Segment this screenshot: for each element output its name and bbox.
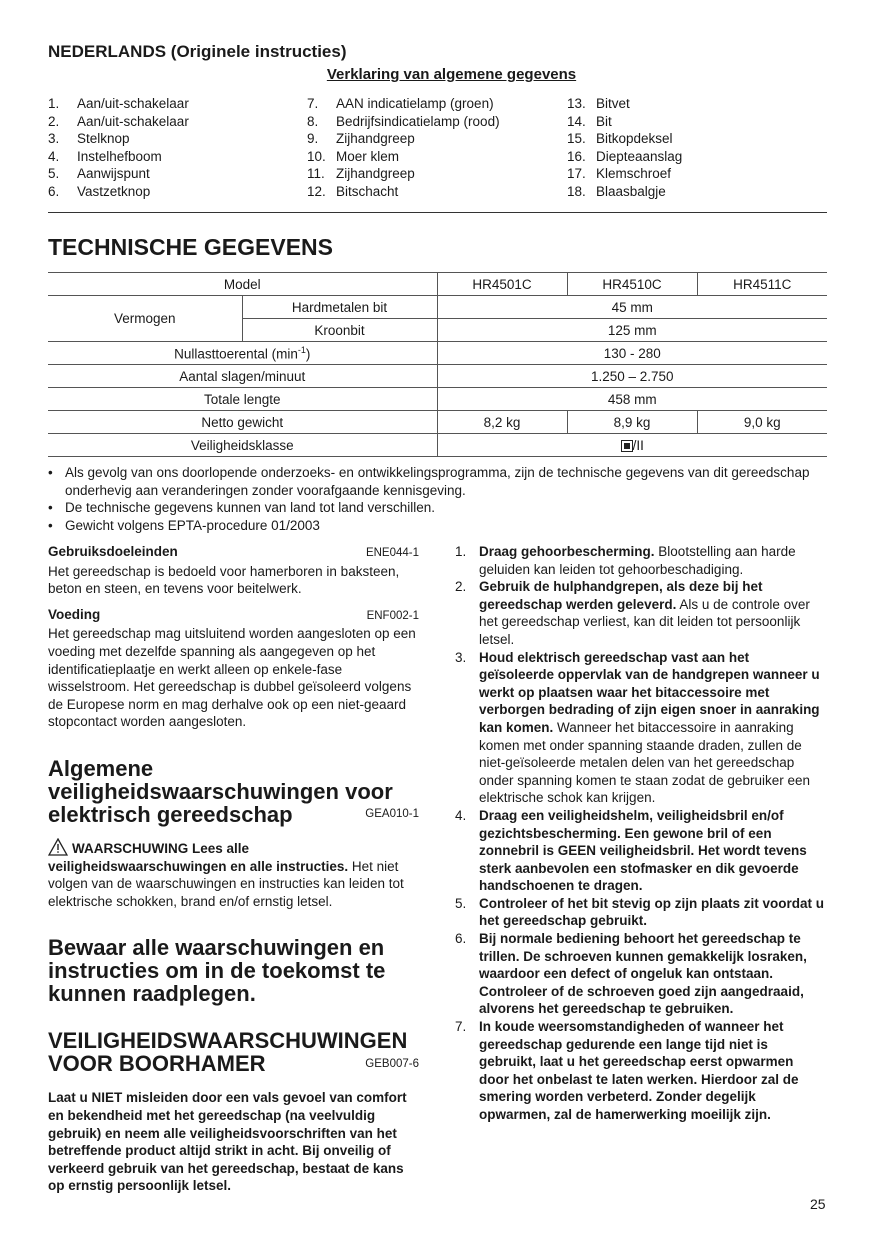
double-insulation-icon <box>621 440 633 452</box>
legend-item: 12. Bitschacht <box>307 183 399 199</box>
tech-notes <box>48 464 827 534</box>
legend-item: 3. Stelknop <box>48 131 130 147</box>
legend-item: 17. Klemschroef <box>567 166 672 182</box>
legend-column-2 <box>307 95 500 201</box>
table-row <box>48 365 827 388</box>
legend-item: 9. Zijhandgreep <box>307 131 415 147</box>
table-row <box>48 296 827 319</box>
kroonbit-label: Kroonbit <box>242 319 437 342</box>
model-cell: HR4511C <box>697 273 827 296</box>
klasse-label: Veiligheidsklasse <box>48 434 437 457</box>
divider <box>48 212 827 213</box>
legend-item: 6. Vastzetknop <box>48 183 151 199</box>
lengte-label: Totale lengte <box>48 388 437 411</box>
list-item: 5. Controleer of het bit stevig op zijn plaats zit voordat u het gereedschap gebruikt. <box>455 895 825 929</box>
table-row <box>48 342 827 365</box>
legend-column-3 <box>567 95 682 201</box>
list-item: 3. Houd elektrisch gereedschap vast aan het geïsoleerde oppervlak van de handgrepen wanneer u werkt op plaatsen waar het bitaccessoire met verborgen bedrading of zijn eigen snoer in aanraking kan komen. Wanneer het bitaccessoire in aanraking komen met onder spanning staande draden, zullen de niet-geïsoleerde metalen delen van het gereedschap onder spanning komen te staan zodat de gebruiker een elektrische schok kan krijgen. <box>455 649 820 806</box>
legend-item: 5. Aanwijspunt <box>48 166 150 182</box>
legend-subtitle-text: Verklaring van algemene gegevens <box>326 66 577 83</box>
legend-item: 8. Bedrijfsindicatielamp (rood) <box>307 113 500 129</box>
list-item: 4. Draag een veiligheidshelm, veiligheidsbril en/of gezichtsbescherming. Een gewone bril of een zonnebril is GEEN veiligheidsbril. Het wordt tevens sterk aanbevolen een stofmasker en dik gevoerde handschoenen te dragen. <box>455 807 807 894</box>
list-item: • Als gevolg van ons doorlopende onderzoeks- en ontwikkelingsprogramma, zijn de technische gegevens van dit gereedschap onderhevig aan veranderingen zonder voorafgaande kennisgeving. <box>48 465 810 498</box>
model-cell: HR4501C <box>437 273 567 296</box>
section-heading: Gebruiksdoeleinden ENE044-1 <box>48 544 419 559</box>
section-heading: Voeding ENF002-1 <box>48 606 419 622</box>
legend-item: 16. Diepteaanslag <box>567 148 683 164</box>
legend-item: 11. Zijhandgreep <box>307 166 415 182</box>
table-row <box>48 388 827 411</box>
legend-item: 7. AAN indicatielamp (groen) <box>307 96 494 111</box>
legend-item: 18. Blaasbalgje <box>567 183 666 199</box>
bewaar-heading: Bewaar alle waarschuwingen en instructies om in de toekomst te kunnen raadplegen. <box>48 935 386 1007</box>
legend-column-1 <box>48 95 189 201</box>
kroonbit-value: 125 mm <box>437 319 827 342</box>
list-item: • De technische gegevens kunnen van land tot land verschillen. <box>48 500 435 516</box>
gewicht-label: Netto gewicht <box>48 411 437 434</box>
gewicht-cell: 9,0 kg <box>697 411 827 434</box>
nullast-value: 130 - 280 <box>437 342 827 365</box>
gebruik-text: Het gereedschap is bedoeld voor hamerboren in baksteen, beton en steen, en tevens voor beitelwerk. <box>48 563 400 597</box>
model-cell: HR4510C <box>567 273 697 296</box>
list-item: 7. In koude weersomstandigheden of wanneer het gereedschap gedurende een lange tijd niet is gebruikt, laat u het gereedschap eerst opwarmen door het onbelast te laten werken. Hierdoor zal de smering worden verbeterd. Zonder degelijk opwarmen, zal de hamerwerking moeilijk zijn. <box>455 1019 799 1122</box>
model-label: Model <box>48 273 437 296</box>
gewicht-cell: 8,2 kg <box>437 411 567 434</box>
page-number: 25 <box>810 1196 826 1212</box>
legend-item: 15. Bitkopdeksel <box>567 131 673 147</box>
warning-block: WAARSCHUWING Lees alle veiligheidswaarschuwingen en alle instructies. Het niet volgen van de waarschuwingen en instructies kan leiden tot elektrische schokken, brand en/of ernstig letsel. <box>48 838 419 910</box>
list-item: 2. Gebruik de hulphandgrepen, als deze bij het gereedschap werden geleverd. Als u de controle over het gereedschap verliest, kan dit leiden tot persoonlijk letsel. <box>455 579 810 647</box>
table-row <box>48 434 827 457</box>
spec-table <box>48 272 827 457</box>
vermogen-label: Vermogen <box>48 296 242 342</box>
table-row <box>48 273 827 296</box>
legend-item: 10. Moer klem <box>307 148 400 164</box>
right-column <box>455 543 827 1124</box>
legend-item: 2. Aan/uit-schakelaar <box>48 113 189 129</box>
tech-title: TECHNISCHE GEGEVENS <box>48 234 333 260</box>
left-column <box>48 543 419 1195</box>
legend-item: 13. Bitvet <box>567 96 630 111</box>
page-language-title: NEDERLANDS (Originele instructies) <box>48 42 347 61</box>
slagen-value: 1.250 – 2.750 <box>437 365 827 388</box>
hardmetalen-label: Hardmetalen bit <box>242 296 437 319</box>
legend-item: 14. Bit <box>567 113 612 129</box>
hardmetalen-value: 45 mm <box>437 296 827 319</box>
legend-subtitle <box>0 66 875 83</box>
warning-icon <box>48 838 68 856</box>
list-item: 1. Draag gehoorbescherming. Blootstelling aan harde geluiden kan leiden tot gehoorbeschadiging. <box>455 544 796 577</box>
lengte-value: 458 mm <box>437 388 827 411</box>
slagen-label: Aantal slagen/minuut <box>48 365 437 388</box>
klasse-value: /II <box>437 434 827 457</box>
list-item: • Gewicht volgens EPTA-procedure 01/2003 <box>48 517 320 533</box>
alg-heading: Algemene veiligheidswaarschuwingen voor elektrisch gereedschap GEA010-1 <box>48 755 419 827</box>
nullast-label: Nullasttoerental $(\min^{-1})$ <box>48 342 437 365</box>
voeding-text: Het gereedschap mag uitsluitend worden aangesloten op een voeding met dezelfde spanning als aangegeven op het identificatieplaatje en werkt alleen op enkele-fase wisselstroom. Het gereedschap is dubbel geïsoleerd volgens de Europese norm en mag derhalve ook op een niet-geaard stopcontact worden aangesloten. <box>48 626 416 730</box>
list-item: 6. Bij normale bediening behoort het gereedschap te trillen. De schroeven kunnen gemakkelijk losraken, waardoor een defect of ongeluk kan ontstaan. Controleer of de schroeven goed zijn aangedraaid, alvorens het gereedschap te gebruiken. <box>455 931 807 1017</box>
boorhamer-text: Laat u NIET misleiden door een vals gevoel van comfort en bekendheid met het gereedschap (na veelvuldig gebruik) en neem alle veiligheidsvoorschriften van het betreffende product altijd strikt in acht. Bij onveilig of verkeerd gebruik van het gereedschap, bestaat de kans op ernstig persoonlijk letsel. <box>48 1090 407 1194</box>
table-row <box>48 411 827 434</box>
legend-item: 1. Aan/uit-schakelaar <box>48 96 189 111</box>
legend-item: 4. Instelhefboom <box>48 148 162 164</box>
gewicht-cell: 8,9 kg <box>567 411 697 434</box>
boorhamer-heading: VEILIGHEIDSWAARSCHUWINGEN VOOR BOORHAMER GEB007-6 <box>48 1028 419 1077</box>
